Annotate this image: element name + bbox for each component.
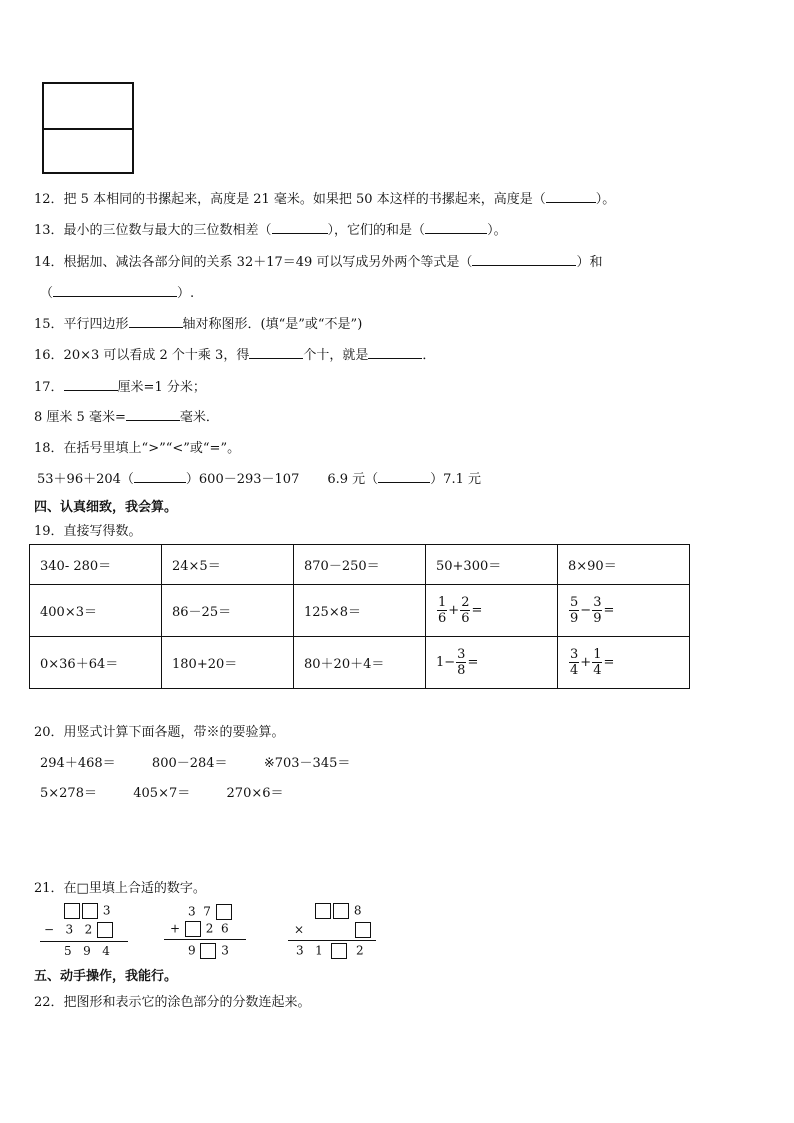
q16-blank-2[interactable] — [368, 346, 422, 359]
q16-blank-1[interactable] — [249, 346, 303, 359]
q21-puzzle-addition: 3 7 + 2 6 9 3 — [164, 903, 248, 961]
q19-cell: 0×36＋64＝ — [30, 637, 162, 689]
rectangle-divider — [44, 128, 132, 130]
q18-expr2: 6.9 元（ — [327, 472, 379, 487]
q13-blank-1[interactable] — [272, 221, 328, 234]
fraction: $\frac{2}{6}$ — [461, 595, 470, 626]
fraction: $\frac{3}{4}$ — [570, 647, 579, 678]
question-15 — [34, 313, 362, 332]
q16-text: 16．20×3 可以看成 2 个十乘 3，得 — [34, 348, 250, 363]
q21-puzzle-multiplication: 8 × 3 1 2 — [288, 903, 378, 961]
digit-box[interactable] — [315, 903, 331, 919]
q18-blank-2[interactable] — [378, 470, 430, 483]
question-21-title: 21．在□里填上合适的数字。 — [34, 881, 206, 896]
q20-item: 294＋468＝ — [40, 756, 116, 771]
q19-cell: 400×3＝ — [30, 585, 162, 637]
q19-fraction-cell: $\frac{3}{4}$ + $\frac{1}{4}$ = — [558, 637, 690, 689]
q19-cell: 340- 280＝ — [30, 545, 162, 585]
q18-expr2-end: ）7.1 元 — [430, 472, 481, 487]
digit-box[interactable] — [331, 943, 347, 959]
q20-item: ※703－345＝ — [263, 756, 351, 771]
digit-box[interactable] — [97, 922, 113, 938]
q14-blank-2[interactable] — [53, 284, 177, 297]
digit-box[interactable] — [355, 922, 371, 938]
section-5-heading: 五、动手操作，我能行。 — [34, 969, 178, 984]
q16-end: ． — [422, 348, 436, 363]
digit-box[interactable] — [333, 903, 349, 919]
q20-row-1 — [40, 752, 350, 771]
fraction: $\frac{3}{9}$ — [593, 595, 602, 626]
q18-expr1: 53＋96＋204（ — [37, 472, 134, 487]
q12-text: 12．把 5 本相同的书摞起来，高度是 21 毫米。如果把 50 本这样的书摞起来，高度是（ — [34, 192, 546, 207]
digit-box[interactable] — [185, 921, 201, 937]
q17-text2: 8 厘米 5 毫米= — [34, 410, 126, 425]
q12-blank[interactable] — [546, 190, 596, 203]
q21-puzzle-subtraction: 3 − 3 2 5 9 4 — [40, 903, 130, 961]
q17-blank-1[interactable] — [64, 378, 118, 391]
q19-cell: 8×90＝ — [558, 545, 690, 585]
q13-blank-2[interactable] — [425, 221, 487, 234]
question-22: 22．把图形和表示它的涂色部分的分数连起来。 — [34, 995, 311, 1010]
q19-cell: 80＋20＋4＝ — [294, 637, 426, 689]
question-19-title: 19．直接写得数。 — [34, 524, 142, 539]
q18-blank-1[interactable] — [134, 470, 186, 483]
q17-text: 17． — [34, 380, 64, 395]
q15-blank[interactable] — [129, 315, 183, 328]
question-20-title: 20．用竖式计算下面各题，带※的要验算。 — [34, 725, 285, 740]
q20-item: 405×7＝ — [133, 786, 191, 801]
q19-table — [29, 544, 690, 689]
q17-mid: 厘米=1 分米； — [117, 380, 206, 395]
q12-end: ）。 — [595, 192, 616, 207]
q18-expr1-end: ）600－293－107 — [185, 472, 300, 487]
q19-fraction-cell: $\frac{1}{6}$ + $\frac{2}{6}$ = — [426, 585, 558, 637]
rectangle-figure — [42, 82, 134, 174]
question-14 — [34, 251, 602, 270]
q19-cell: 24×5＝ — [162, 545, 294, 585]
q14-blank-1[interactable] — [472, 253, 576, 266]
question-17-line2 — [34, 406, 219, 425]
fraction: $\frac{1}{6}$ — [438, 595, 447, 626]
digit-box[interactable] — [200, 943, 216, 959]
q14-mid: ）和 — [576, 255, 603, 270]
q17-blank-2[interactable] — [126, 408, 180, 421]
q19-fraction-cell: $\frac{5}{9}$ − $\frac{3}{9}$ = — [558, 585, 690, 637]
q19-cell: 50+300＝ — [426, 545, 558, 585]
q14-open: （ — [40, 286, 54, 301]
q17-end: 毫米． — [179, 410, 219, 425]
q14-end: ）. — [177, 286, 195, 301]
question-13 — [34, 219, 507, 238]
q19-fraction-cell: 1− $\frac{3}{8}$ = — [426, 637, 558, 689]
q14-text: 14．根据加、减法各部分间的关系 32＋17＝49 可以写成另外两个等式是（ — [34, 255, 473, 270]
question-18-exprs — [37, 468, 481, 487]
digit-box[interactable] — [82, 903, 98, 919]
q20-item: 800－284＝ — [151, 756, 228, 771]
q13-end: ）。 — [487, 223, 507, 238]
q13-mid: ），它们的和是（ — [327, 223, 426, 238]
q20-item: 5×278＝ — [40, 786, 97, 801]
question-16 — [34, 344, 435, 363]
q20-row-2 — [40, 782, 284, 801]
fraction: $\frac{1}{4}$ — [593, 647, 602, 678]
fraction: $\frac{3}{8}$ — [457, 647, 466, 678]
section-4-heading: 四、认真细致，我会算。 — [34, 500, 178, 515]
q19-cell: 86－25＝ — [162, 585, 294, 637]
q15-text: 15．平行四边形 — [34, 317, 129, 332]
question-17 — [34, 376, 206, 395]
digit-box[interactable] — [216, 904, 232, 920]
q19-cell: 180+20＝ — [162, 637, 294, 689]
question-14-line2 — [40, 282, 194, 301]
q13-text: 13．最小的三位数与最大的三位数相差（ — [34, 223, 272, 238]
digit-box[interactable] — [64, 903, 80, 919]
question-12 — [34, 188, 615, 207]
q19-cell: 125×8＝ — [294, 585, 426, 637]
question-18: 18．在括号里填上“>”“<”或“=”。 — [34, 441, 241, 456]
q15-end: 轴对称图形．(填“是”或“不是”) — [182, 317, 363, 332]
q16-mid: 个十，就是 — [303, 348, 369, 363]
q20-item: 270×6＝ — [226, 786, 284, 801]
fraction: $\frac{5}{9}$ — [570, 595, 579, 626]
q19-cell: 870－250＝ — [294, 545, 426, 585]
